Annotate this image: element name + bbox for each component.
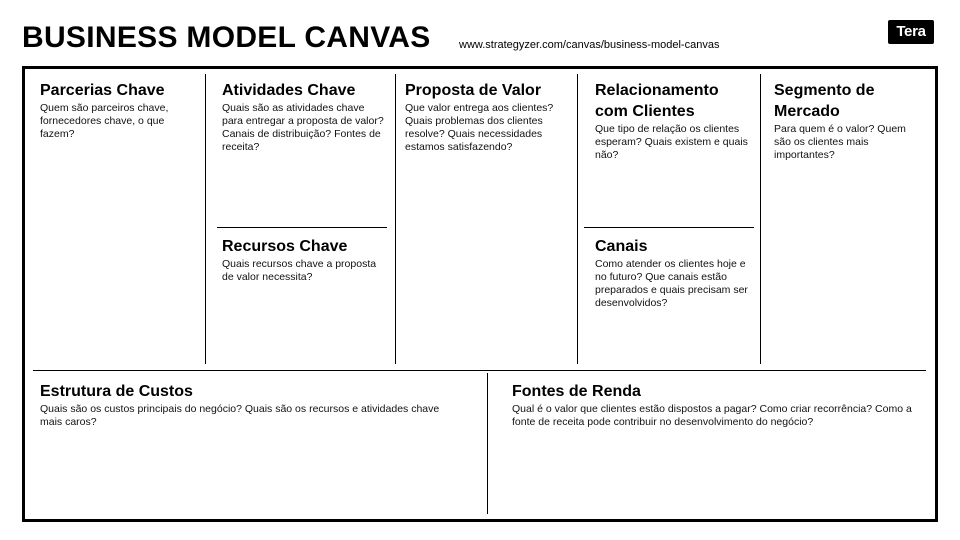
block-title: Recursos Chave xyxy=(222,238,348,255)
divider-bottom-row xyxy=(33,370,926,371)
block-title: Segmento de Mercado xyxy=(774,82,875,120)
block-title: Fontes de Renda xyxy=(512,383,641,400)
divider-atividades-recursos xyxy=(217,227,387,228)
divider-bottom xyxy=(487,373,488,514)
block-description: Para quem é o valor? Quem são os clientes mais importantes? xyxy=(774,123,906,161)
block-description: Como atender os clientes hoje e no futuro? Que canais estão preparados e quais precisam ser desenvolvidos? xyxy=(595,258,748,309)
divider-3 xyxy=(577,74,578,364)
divider-2 xyxy=(395,74,396,364)
block-canais xyxy=(595,236,753,310)
business-model-canvas xyxy=(22,66,938,522)
block-estrutura-custos xyxy=(40,381,440,429)
block-parcerias-chave xyxy=(40,80,198,141)
block-title: Atividades Chave xyxy=(222,82,356,99)
block-proposta-de-valor xyxy=(405,80,571,154)
divider-4 xyxy=(760,74,761,364)
block-description: Quais recursos chave a proposta de valor necessita? xyxy=(222,258,377,283)
block-description: Que tipo de relação os clientes esperam? Quais existem e quais não? xyxy=(595,123,748,161)
block-relacionamento-clientes xyxy=(595,80,753,162)
block-segmento-mercado xyxy=(774,80,924,162)
block-description: Quais são as atividades chave para entregar a proposta de valor? Canais de distribuição? Fontes de receita? xyxy=(222,102,384,153)
block-description: Quem são parceiros chave, fornecedores chave, o que fazem? xyxy=(40,102,169,140)
source-url: www.strategyzer.com/canvas/business-model-canvas xyxy=(459,39,720,51)
block-description: Que valor entrega aos clientes? Quais problemas dos clientes resolve? Quais necessidades estamos satisfazendo? xyxy=(405,102,554,153)
block-title: Parcerias Chave xyxy=(40,82,165,99)
block-atividades-chave xyxy=(222,80,388,154)
block-description: Quais são os custos principais do negócio? Quais são os recursos e atividades chave mais caros? xyxy=(40,403,440,428)
block-title: Relacionamento com Clientes xyxy=(595,82,719,120)
block-title: Estrutura de Custos xyxy=(40,383,193,400)
block-title: Canais xyxy=(595,238,648,255)
divider-1 xyxy=(205,74,206,364)
block-description: Qual é o valor que clientes estão dispostos a pagar? Como criar recorrência? Como a fonte de receita pode contribuir no desenvolvimento do negócio? xyxy=(512,403,912,428)
block-fontes-renda xyxy=(512,381,912,429)
block-recursos-chave xyxy=(222,236,388,284)
block-title: Proposta de Valor xyxy=(405,82,542,99)
divider-relacionamento-canais xyxy=(584,227,754,228)
tera-logo: Tera xyxy=(888,20,934,44)
page-title: BUSINESS MODEL CANVAS xyxy=(22,21,431,54)
